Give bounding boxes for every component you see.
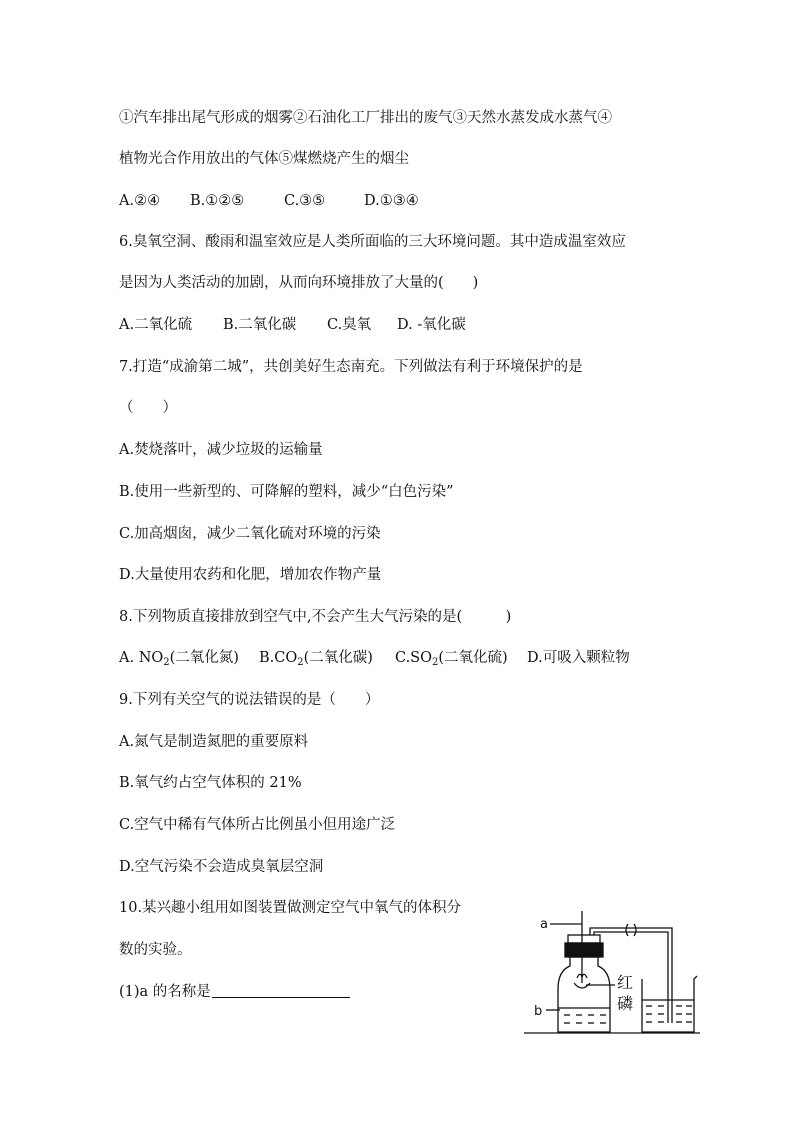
q8-c-subscript: 2	[432, 657, 439, 668]
q8-b-formula: B.CO	[259, 650, 298, 666]
q8-option-a	[119, 648, 259, 668]
q5-stem-line2: 植物光合作用放出的气体⑤煤燃烧产生的烟尘	[119, 151, 409, 167]
oxygen-measurement-apparatus	[520, 905, 705, 1040]
q8-stem: 8.下列物质直接排放到空气中,不会产生大气污染的是( )	[119, 609, 512, 625]
q8-option-c	[395, 648, 527, 668]
q6-stem-line2: 是因为人类活动的加剧，从而向环境排放了大量的( )	[119, 275, 479, 291]
q8-a-subscript: 2	[163, 657, 170, 668]
q10-stem-line1: 10.某兴趣小组用如图装置做测定空气中氧气的体积分	[119, 900, 462, 916]
q8-a-formula: A. NO	[119, 650, 164, 666]
q7-option-a: A.焚烧落叶，减少垃圾的运输量	[119, 442, 323, 458]
label-red: 红	[617, 973, 634, 992]
q5-option-c: C.③⑤	[284, 193, 326, 209]
q9-option-d: D.空气污染不会造成臭氧层空洞	[119, 859, 324, 875]
q8-options	[119, 648, 630, 668]
q5-option-a: A.②④	[119, 193, 161, 209]
label-phosphorus: 磷	[617, 994, 634, 1013]
answer-blank[interactable]	[212, 983, 350, 998]
stopper-top	[568, 935, 600, 943]
q8-b-name: (二氧化碳)	[303, 650, 373, 666]
q5-option-d: D.①③④	[364, 193, 419, 209]
beaker	[642, 976, 697, 1032]
q6-option-c: C.臭氧	[327, 317, 372, 333]
q6-option-b: B.二氧化碳	[223, 317, 297, 333]
q7-stem-line1: 7.打造“成渝第二城”，共创美好生态南充。下列做法有利于环境保护的是	[119, 359, 583, 375]
clamp	[626, 924, 636, 936]
q5-option-b: B.①②⑤	[190, 193, 245, 209]
q7-stem-line2: （ ）	[119, 400, 177, 416]
q8-option-b	[259, 648, 395, 668]
q7-option-c: C.加高烟囱，减少二氧化硫对环境的污染	[119, 526, 381, 542]
q5-options	[119, 191, 419, 211]
q5-stem-line1: ①汽车排出尾气形成的烟雾②石油化工厂排出的废气③天然水蒸发成水蒸气④	[119, 110, 612, 126]
label-b: b	[534, 1004, 543, 1019]
q6-stem-line1: 6.臭氧空洞、酸雨和温室效应是人类所面临的三大环境问题。其中造成温室效应	[119, 234, 626, 250]
q8-c-formula: C.SO	[395, 650, 433, 666]
q10-stem-line2: 数的实验。	[119, 942, 192, 958]
q10-sub1	[119, 982, 350, 1002]
q6-option-a: A.二氧化硫	[119, 317, 193, 333]
label-a: a	[540, 917, 548, 932]
q9-option-b: B.氧气约占空气体积的 21%	[119, 775, 302, 791]
q6-options	[119, 315, 466, 335]
q7-option-b: B.使用一些新型的、可降解的塑料，减少“白色污染”	[119, 484, 454, 500]
q8-b-subscript: 2	[297, 657, 304, 668]
q8-c-name: (二氧化硫)	[438, 650, 508, 666]
gas-jar	[558, 957, 610, 1032]
q9-stem: 9.下列有关空气的说法错误的是（ ）	[119, 692, 380, 708]
q9-option-c: C.空气中稀有气体所占比例虽小但用途广泛	[119, 817, 396, 833]
q9-option-a: A.氮气是制造氮肥的重要原料	[119, 734, 309, 750]
rubber-stopper	[565, 943, 603, 957]
q6-option-d: D. -氧化碳	[397, 317, 466, 333]
q10-sub1-text: (1)a 的名称是	[119, 984, 211, 1000]
q8-option-d: D.可吸入颗粒物	[527, 650, 630, 666]
q7-option-d: D.大量使用农药和化肥，增加农作物产量	[119, 567, 382, 583]
q8-a-name: (二氧化氮)	[169, 650, 239, 666]
